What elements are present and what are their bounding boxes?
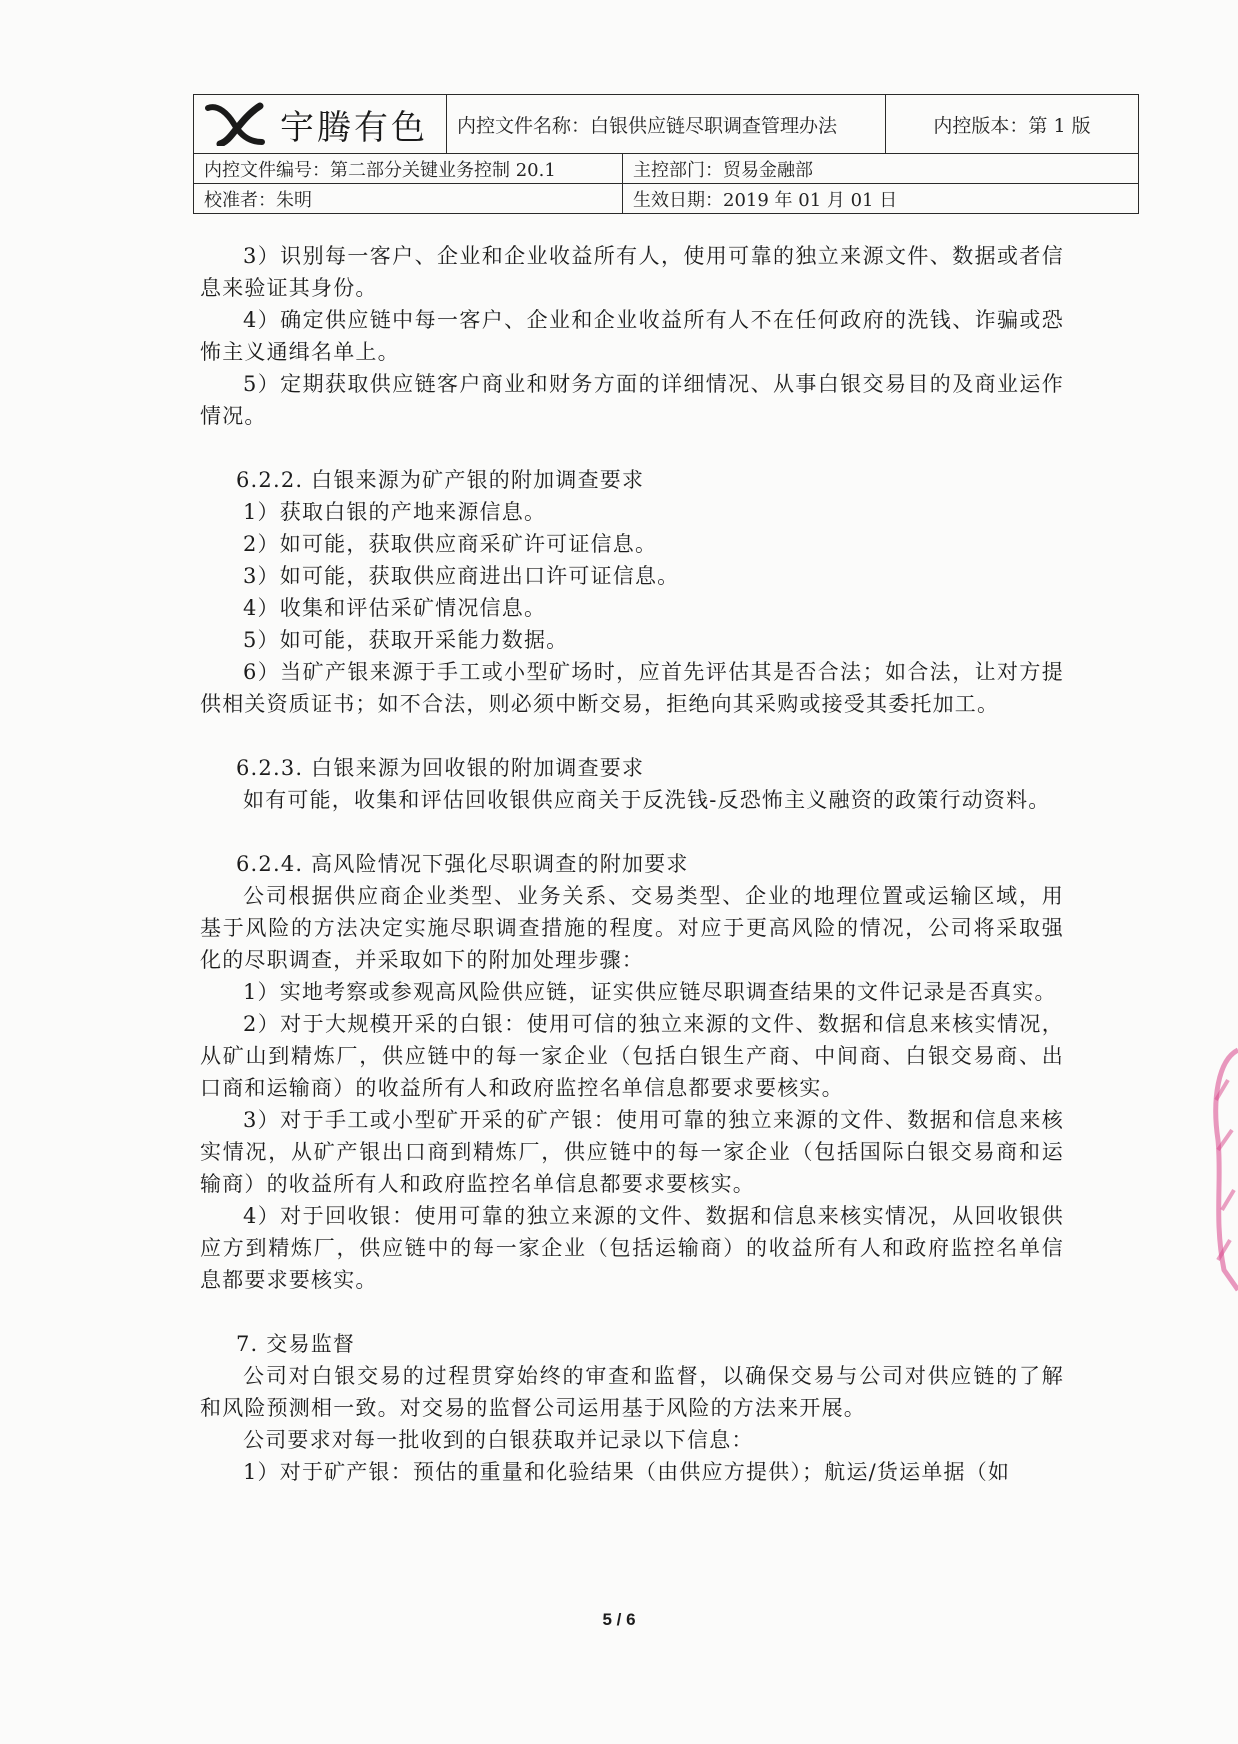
company-logo-icon [204,102,268,146]
paragraph: 公司要求对每一批收到的白银获取并记录以下信息： [243,1428,754,1452]
list-item: 3）识别每一客户、企业和企业收益所有人，使用可靠的独立来源文件、数据或者信息来验证其身份。 [200,244,1064,300]
paragraph: 公司根据供应商企业类型、业务关系、交易类型、企业的地理位置或运输区域，用基于风险的方法决定实施尽职调查措施的程度。对应于更高风险的情况，公司将采取强化的尽职调查，并采取如下的附加处理步骤： [200,884,1064,972]
paragraph: 如有可能，收集和评估回收银供应商关于反洗钱-反恐怖主义融资的政策行动资料。 [243,788,1051,812]
company-name: 宇腾有色 [280,107,428,148]
paragraph: 公司对白银交易的过程贯穿始终的审查和监督，以确保交易与公司对供应链的了解和风险预测相一致。对交易的监督公司运用基于风险的方法来开展。 [200,1364,1064,1420]
doc-version: 内控版本：第 1 版 [886,95,1139,154]
department: 主控部门：贸易金融部 [623,154,1139,184]
list-item: 5）如可能，获取开采能力数据。 [243,628,569,652]
section-heading-6-2-3: 6.2.3. 白银来源为回收银的附加调查要求 [236,756,645,780]
section-heading-7: 7. 交易监督 [236,1332,356,1356]
page-number: 5 / 6 [602,1610,636,1629]
section-heading-6-2-2: 6.2.2. 白银来源为矿产银的附加调查要求 [236,468,645,492]
document-body [200,240,1064,1488]
doc-name: 内控文件名称：白银供应链尽职调查管理办法 [447,95,886,154]
list-item: 4）对于回收银：使用可靠的独立来源的文件、数据和信息来核实情况，从回收银供应方到精炼厂，供应链中的每一家企业（包括运输商）的收益所有人和政府监控名单信息都要求要核实。 [200,1204,1064,1292]
list-item: 6）当矿产银来源于手工或小型矿场时，应首先评估其是否合法；如合法，让对方提供相关资质证书；如不合法，则必须中断交易，拒绝向其采购或接受其委托加工。 [200,660,1064,716]
list-item: 5）定期获取供应链客户商业和财务方面的详细情况、从事白银交易目的及商业运作情况。 [200,372,1064,428]
doc-number: 内控文件编号：第二部分关键业务控制 20.1 [194,154,623,184]
reviewer: 校准者：朱明 [194,184,623,214]
company-logo-cell [194,95,447,154]
list-item: 4）收集和评估采矿情况信息。 [243,596,547,620]
seal-stamp-fragment [1188,1040,1238,1300]
list-item: 2）对于大规模开采的白银：使用可信的独立来源的文件、数据和信息来核实情况，从矿山到精炼厂，供应链中的每一家企业（包括白银生产商、中间商、白银交易商、出口商和运输商）的收益所有人和政府监控名单信息都要求要核实。 [200,1012,1064,1100]
list-item: 4）确定供应链中每一客户、企业和企业收益所有人不在任何政府的洗钱、诈骗或恐怖主义通缉名单上。 [200,308,1064,364]
list-item: 1）对于矿产银：预估的重量和化验结果（由供应方提供）；航运/货运单据（如 [243,1460,1011,1484]
list-item: 2）如可能，获取供应商采矿许可证信息。 [243,532,658,556]
document-header-table [193,94,1139,214]
effective-date: 生效日期：2019 年 01 月 01 日 [623,184,1139,214]
list-item: 3）对于手工或小型矿开采的矿产银：使用可靠的独立来源的文件、数据和信息来核实情况，从矿产银出口商到精炼厂，供应链中的每一家企业（包括国际白银交易商和运输商）的收益所有人和政府监控名单信息都要求要核实。 [200,1108,1064,1196]
list-item: 1）实地考察或参观高风险供应链，证实供应链尽职调查结果的文件记录是否真实。 [243,980,1057,1004]
list-item: 3）如可能，获取供应商进出口许可证信息。 [243,564,680,588]
section-heading-6-2-4: 6.2.4. 高风险情况下强化尽职调查的附加要求 [236,852,689,876]
list-item: 1）获取白银的产地来源信息。 [243,500,547,524]
